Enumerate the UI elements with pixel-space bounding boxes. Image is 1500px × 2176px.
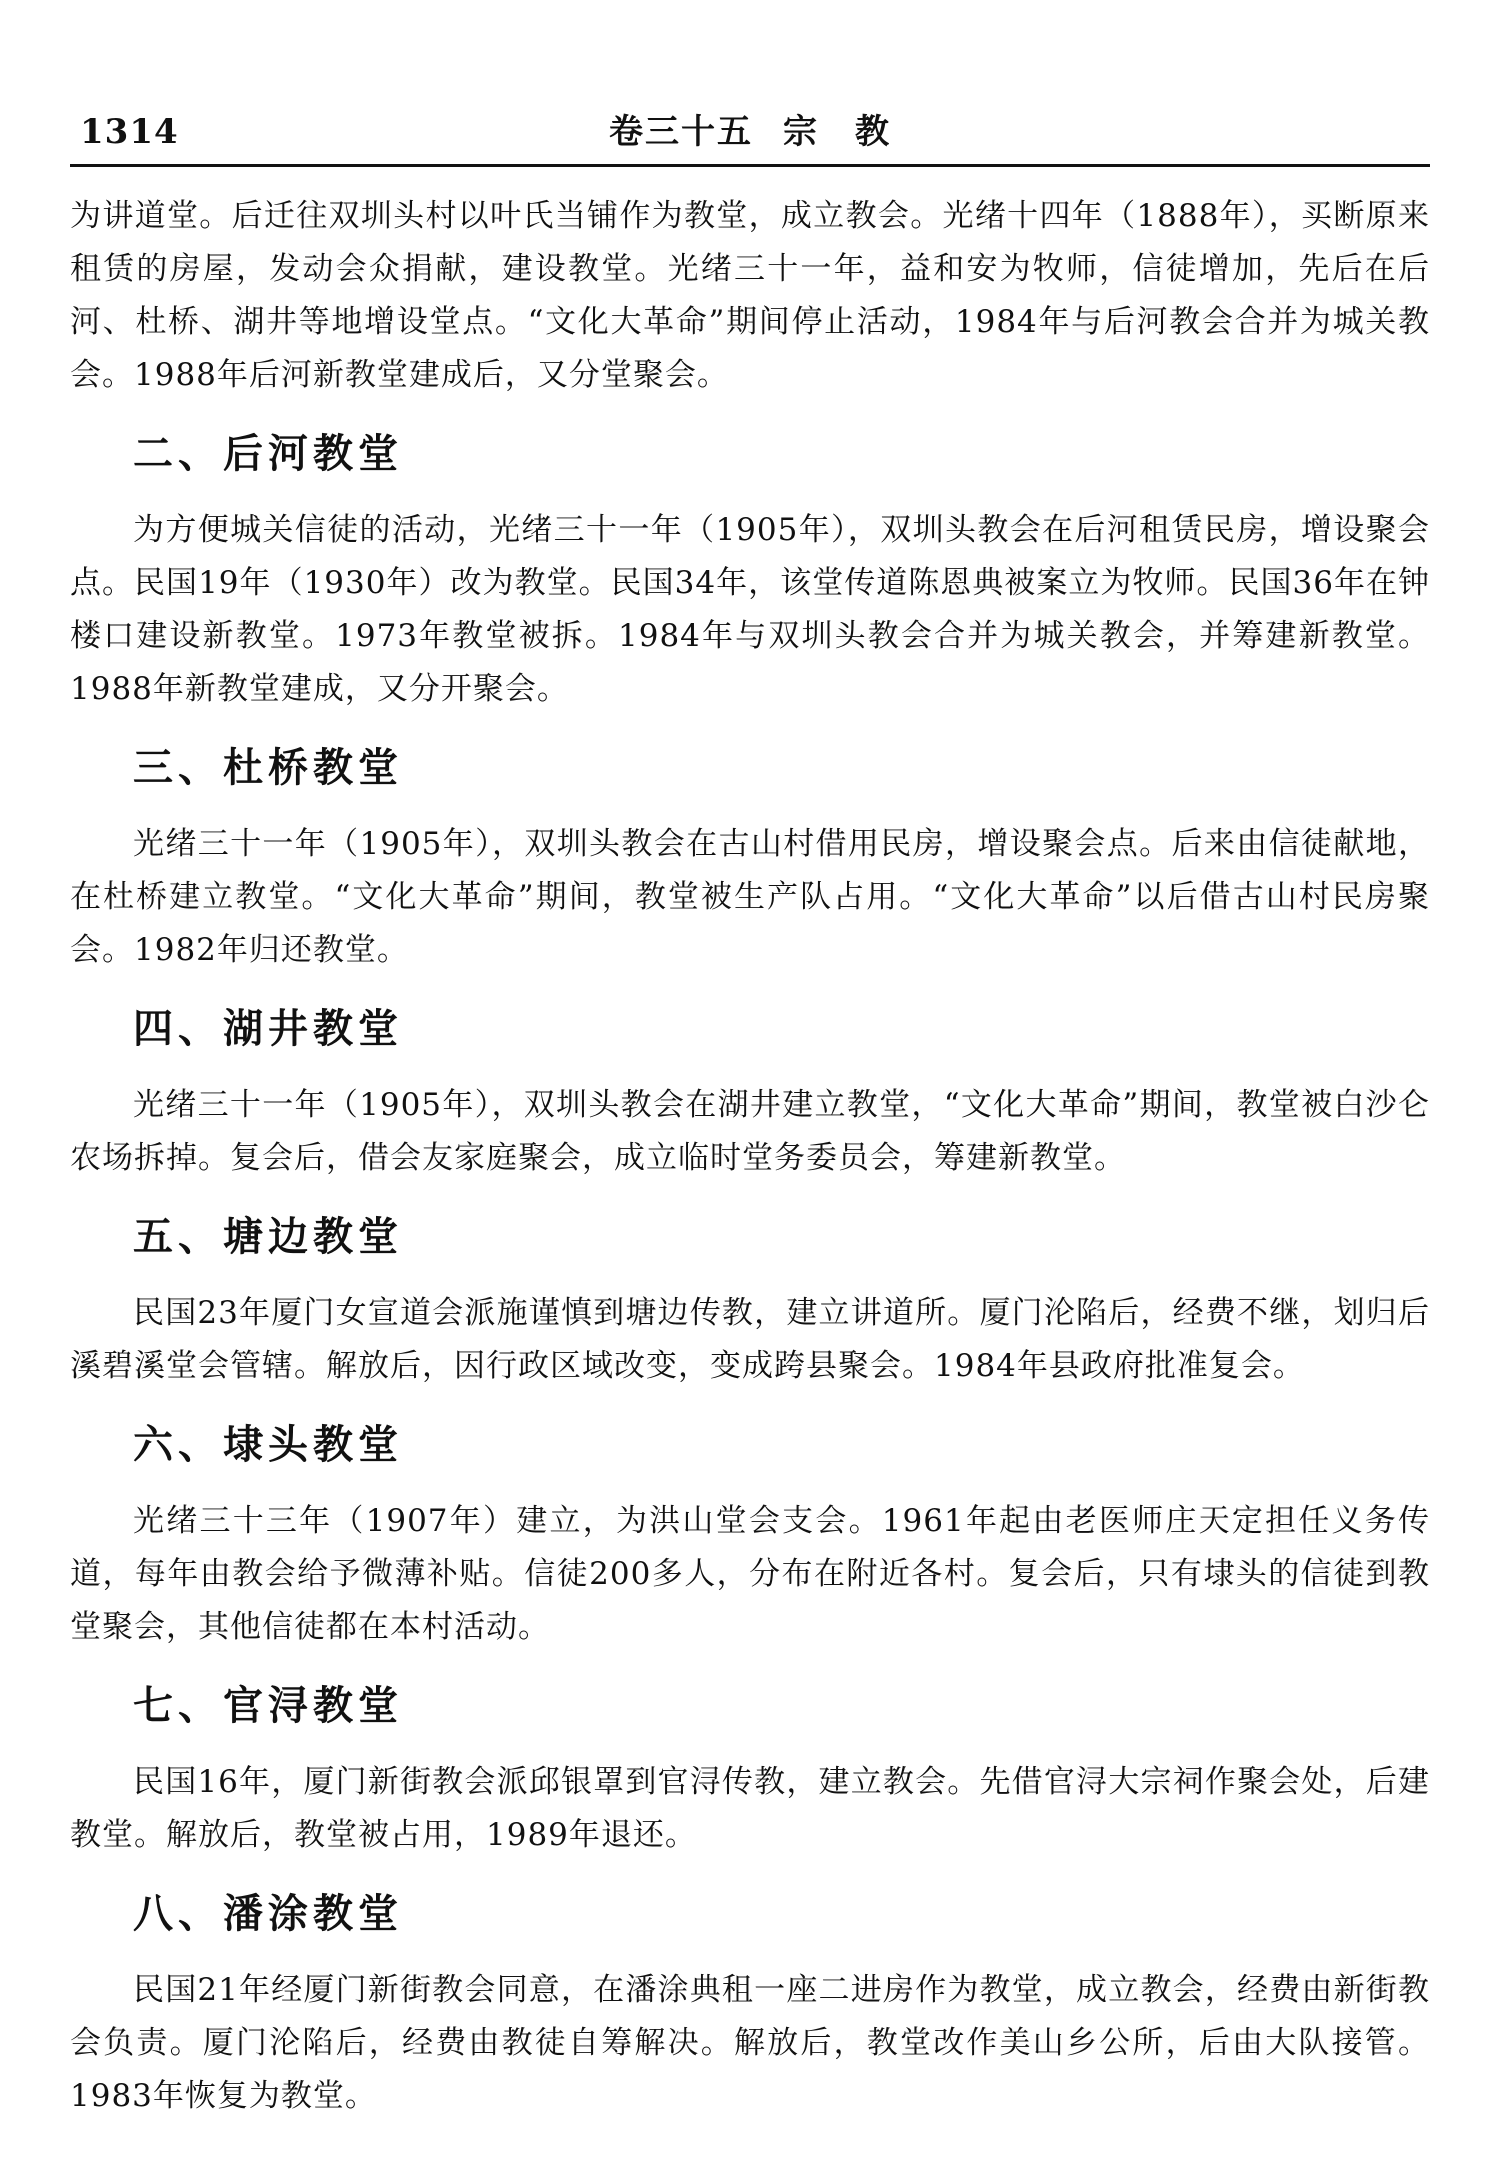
section-heading: 七、官浔教堂: [133, 1682, 403, 1729]
page-number: 1314: [80, 112, 179, 152]
section-hujing: [70, 1001, 1430, 1185]
section-paragraph: 为方便城关信徒的活动，光绪三十一年（1905年），双圳头教会在后河租赁民房，增设聚会点。民国19年（1930年）改为教堂。民国34年，该堂传道陈恩典被案立为牧师。民国36年在钟楼口建设新教堂。1973年教堂被拆。1984年与双圳头教会合并为城关教会，并筹建新教堂。1988年新教堂建成，又分开聚会。: [70, 512, 1430, 707]
page-body: [70, 190, 1430, 2123]
section-paragraph: 光绪三十一年（1905年），双圳头教会在湖井建立教堂，“文化大革命”期间，教堂被白沙仑农场拆掉。复会后，借会友家庭聚会，成立临时堂务委员会，筹建新教堂。: [70, 1087, 1430, 1176]
section-pantu: [70, 1886, 1430, 2123]
intro-paragraph: 为讲道堂。后迁往双圳头村以叶氏当铺作为教堂，成立教会。光绪十四年（1888年），买断原来租赁的房屋，发动会众捐献，建设教堂。光绪三十一年，益和安为牧师，信徒增加，先后在后河、杜桥、湖井等地增设堂点。“文化大革命”期间停止活动，1984年与后河教会合并为城关教会。1988年后河新教堂建成后，又分堂聚会。: [70, 198, 1430, 393]
section-heading: 八、潘涂教堂: [133, 1890, 403, 1937]
section-houhe: [70, 426, 1430, 716]
section-paragraph: 民国23年厦门女宣道会派施谨慎到塘边传教，建立讲道所。厦门沦陷后，经费不继，划归后溪碧溪堂会管辖。解放后，因行政区域改变，变成跨县聚会。1984年县政府批准复会。: [70, 1295, 1430, 1384]
section-paragraph: 民国16年，厦门新街教会派邱银罩到官浔传教，建立教会。先借官浔大宗祠作聚会处，后建教堂。解放后，教堂被占用，1989年退还。: [70, 1764, 1430, 1853]
section-heading: 四、湖井教堂: [133, 1005, 403, 1052]
section-heading: 二、后河教堂: [133, 430, 403, 477]
section-tangbian: [70, 1209, 1430, 1393]
section-duqiao: [70, 740, 1430, 977]
chapter-header: [70, 106, 1430, 158]
book-page: [70, 0, 1430, 2176]
section-daitou: [70, 1417, 1430, 1654]
header-rule: [70, 164, 1430, 167]
section-paragraph: 光绪三十三年（1907年）建立，为洪山堂会支会。1961年起由老医师庄天定担任义务传道，每年由教会给予微薄补贴。信徒200多人，分布在附近各村。复会后，只有埭头的信徒到教堂聚会，其他信徒都在本村活动。: [70, 1503, 1430, 1645]
subject-label: 宗 教: [783, 112, 891, 152]
running-header: [70, 106, 1430, 158]
volume-label: 卷三十五: [609, 112, 753, 152]
section-guanxun: [70, 1678, 1430, 1862]
section-heading: 六、埭头教堂: [133, 1421, 403, 1468]
section-heading: 五、塘边教堂: [133, 1213, 403, 1260]
section-paragraph: 光绪三十一年（1905年），双圳头教会在古山村借用民房，增设聚会点。后来由信徒献地，在杜桥建立教堂。“文化大革命”期间，教堂被生产队占用。“文化大革命”以后借古山村民房聚会。1982年归还教堂。: [70, 826, 1430, 968]
section-heading: 三、杜桥教堂: [133, 744, 403, 791]
section-paragraph: 民国21年经厦门新街教会同意，在潘涂典租一座二进房作为教堂，成立教会，经费由新街教会负责。厦门沦陷后，经费由教徒自筹解决。解放后，教堂改作美山乡公所，后由大队接管。1983年恢复为教堂。: [70, 1972, 1430, 2114]
